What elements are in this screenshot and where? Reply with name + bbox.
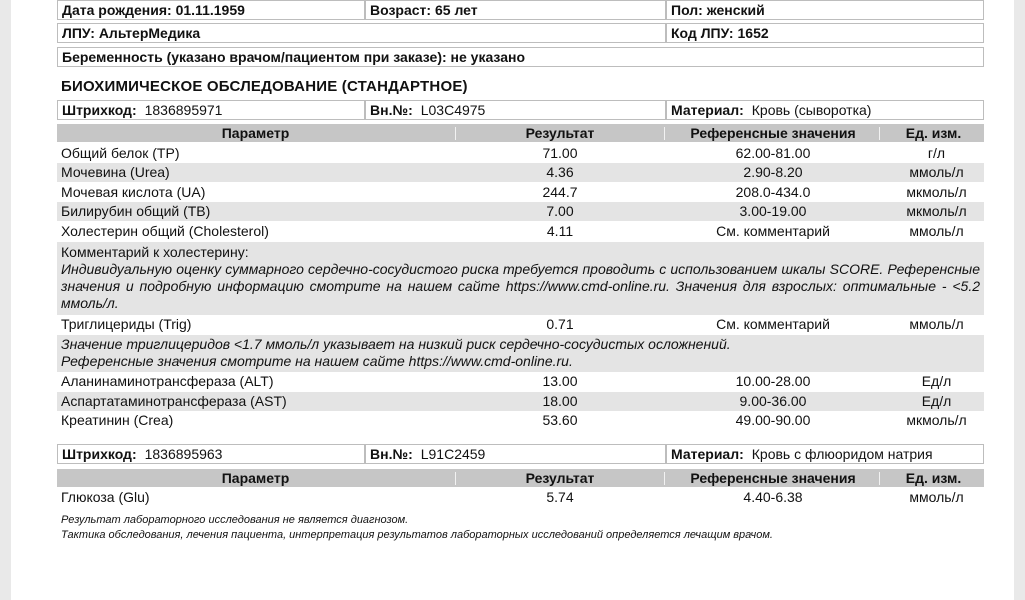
header-separator <box>664 472 665 485</box>
vn-label: Вн.№: <box>370 446 413 462</box>
lpu-code-label: Код ЛПУ: <box>671 25 734 41</box>
header-param: Параметр <box>221 125 290 141</box>
header-unit: Ед. изм. <box>905 125 962 141</box>
cholesterol-comment-title: Комментарий к холестерину: <box>61 244 249 260</box>
table-row <box>57 488 984 507</box>
header-separator <box>455 472 456 485</box>
footer-note-2: Тактика обследования, лечения пациента, интерпретация результатов лабораторных исследований определяется лечащим врачом. <box>61 529 773 541</box>
row-ref: 3.00-19.00 <box>739 203 807 219</box>
table-row <box>57 392 984 411</box>
row-param: Аланинаминотрансфераза (ALT) <box>61 373 274 389</box>
vn-value: L91C2459 <box>420 446 486 462</box>
triglyceride-comment <box>57 335 984 372</box>
row-unit: ммоль/л <box>909 164 964 180</box>
row-unit: ммоль/л <box>909 223 964 239</box>
lpu-cell <box>57 23 666 43</box>
row-param: Холестерин общий (Cholesterol) <box>61 223 269 239</box>
age-value: 65 лет <box>434 2 478 18</box>
row-ref: 49.00-90.00 <box>735 412 811 428</box>
age-label: Возраст: <box>370 2 432 18</box>
row-ref: 208.0-434.0 <box>735 184 811 200</box>
block2-meta <box>57 444 984 465</box>
block2-table-header <box>57 469 984 487</box>
material-label: Материал: <box>671 102 744 118</box>
patient-row-2 <box>57 23 984 44</box>
report-page <box>11 0 1014 600</box>
table-row <box>57 372 984 391</box>
header-result: Результат <box>525 125 595 141</box>
table-row <box>57 222 984 241</box>
row-ref: 10.00-28.00 <box>735 373 811 389</box>
lpu-code-value: 1652 <box>737 25 769 41</box>
age-cell <box>365 0 666 20</box>
header-ref: Референсные значения <box>690 470 856 486</box>
row-param: Мочевая кислота (UA) <box>61 184 206 200</box>
table-row <box>57 144 984 163</box>
block1-barcode-cell <box>57 100 365 120</box>
block1-material-cell <box>666 100 984 120</box>
row-param: Аспартатаминотрансфераза (AST) <box>61 393 287 409</box>
row-result: 7.00 <box>546 203 574 219</box>
row-unit: ммоль/л <box>909 316 964 332</box>
cholesterol-comment-text: Индивидуальную оценку суммарного сердечно-сосудистого риска требуется проводить с использованием шкалы SCORE. Референсные значения и подробную информацию смотрите на нашем сайте https://www.cmd-online.ru. Значения для взрослых: оптимальные - <5.2 ммоль/л. <box>61 261 980 311</box>
patient-row-3 <box>57 47 984 68</box>
block1-vn-cell <box>365 100 666 120</box>
barcode-label: Штрихкод: <box>62 446 137 462</box>
vn-value: L03C4975 <box>420 102 486 118</box>
sex-label: Пол: <box>671 2 703 18</box>
row-unit: Ед/л <box>921 373 952 389</box>
header-separator <box>455 127 456 140</box>
sex-value: женский <box>706 2 765 18</box>
row-result: 4.36 <box>546 164 574 180</box>
header-separator <box>879 472 880 485</box>
table-row <box>57 202 984 221</box>
header-separator <box>879 127 880 140</box>
header-unit: Ед. изм. <box>905 470 962 486</box>
barcode-label: Штрихкод: <box>62 102 137 118</box>
row-unit: мкмоль/л <box>906 203 967 219</box>
birth-date-cell <box>57 0 365 20</box>
block2-barcode-cell <box>57 444 365 464</box>
row-unit: мкмоль/л <box>906 412 967 428</box>
sex-cell <box>666 0 984 20</box>
row-result: 4.11 <box>546 223 574 239</box>
block2-material-cell <box>666 444 984 464</box>
row-result: 0.71 <box>546 316 574 332</box>
table-row <box>57 183 984 202</box>
material-label: Материал: <box>671 446 744 462</box>
row-result: 71.00 <box>542 145 578 161</box>
block1-meta <box>57 100 984 121</box>
triglyceride-comment-line-1: Значение триглицеридов <1.7 ммоль/л указывает на низкий риск сердечно-сосудистых осложнений. <box>61 336 731 352</box>
section-title: БИОХИМИЧЕСКОЕ ОБСЛЕДОВАНИЕ (СТАНДАРТНОЕ) <box>61 78 468 95</box>
barcode-value: 1836895963 <box>144 446 223 462</box>
lpu-label: ЛПУ: <box>62 25 95 41</box>
birth-date-label: Дата рождения: <box>62 2 172 18</box>
row-unit: г/л <box>927 145 946 161</box>
row-param: Креатинин (Crea) <box>61 412 174 428</box>
row-unit: ммоль/л <box>909 489 964 505</box>
footer-note-1: Результат лабораторного исследования не является диагнозом. <box>61 514 409 526</box>
material-value: Кровь с флюоридом натрия <box>751 446 933 462</box>
row-ref: См. комментарий <box>716 316 830 332</box>
row-param: Триглицериды (Trig) <box>61 316 192 332</box>
pregnancy-cell: Беременность (указано врачом/пациентом при заказе): не указано <box>57 47 984 67</box>
row-result: 13.00 <box>542 373 578 389</box>
cholesterol-comment <box>57 242 984 315</box>
row-param: Мочевина (Urea) <box>61 164 170 180</box>
row-unit: Ед/л <box>921 393 952 409</box>
row-ref: 4.40-6.38 <box>743 489 803 505</box>
triglyceride-comment-line-2: Референсные значения смотрите на нашем сайте https://www.cmd-online.ru. <box>61 353 573 369</box>
barcode-value: 1836895971 <box>144 102 223 118</box>
block1-table-header <box>57 124 984 142</box>
row-result: 18.00 <box>542 393 578 409</box>
patient-row-1 <box>57 0 984 21</box>
header-param: Параметр <box>221 470 290 486</box>
row-unit: мкмоль/л <box>906 184 967 200</box>
table-row <box>57 315 984 334</box>
row-result: 5.74 <box>546 489 574 505</box>
row-ref: 2.90-8.20 <box>743 164 803 180</box>
row-result: 53.60 <box>542 412 578 428</box>
lpu-value: АльтерМедика <box>98 25 201 41</box>
birth-date-value: 01.11.1959 <box>175 2 245 18</box>
row-ref: 9.00-36.00 <box>739 393 807 409</box>
vn-label: Вн.№: <box>370 102 413 118</box>
row-ref: См. комментарий <box>716 223 830 239</box>
row-param: Общий белок (TP) <box>61 145 180 161</box>
row-result: 244.7 <box>542 184 578 200</box>
table-row <box>57 163 984 182</box>
table-row <box>57 411 984 430</box>
header-ref: Референсные значения <box>690 125 856 141</box>
row-ref: 62.00-81.00 <box>735 145 811 161</box>
material-value: Кровь (сыворотка) <box>751 102 872 118</box>
row-param: Билирубин общий (TB) <box>61 203 211 219</box>
row-param: Глюкоза (Glu) <box>61 489 150 505</box>
header-result: Результат <box>525 470 595 486</box>
header-separator <box>664 127 665 140</box>
lpu-code-cell <box>666 23 984 43</box>
block2-vn-cell <box>365 444 666 464</box>
